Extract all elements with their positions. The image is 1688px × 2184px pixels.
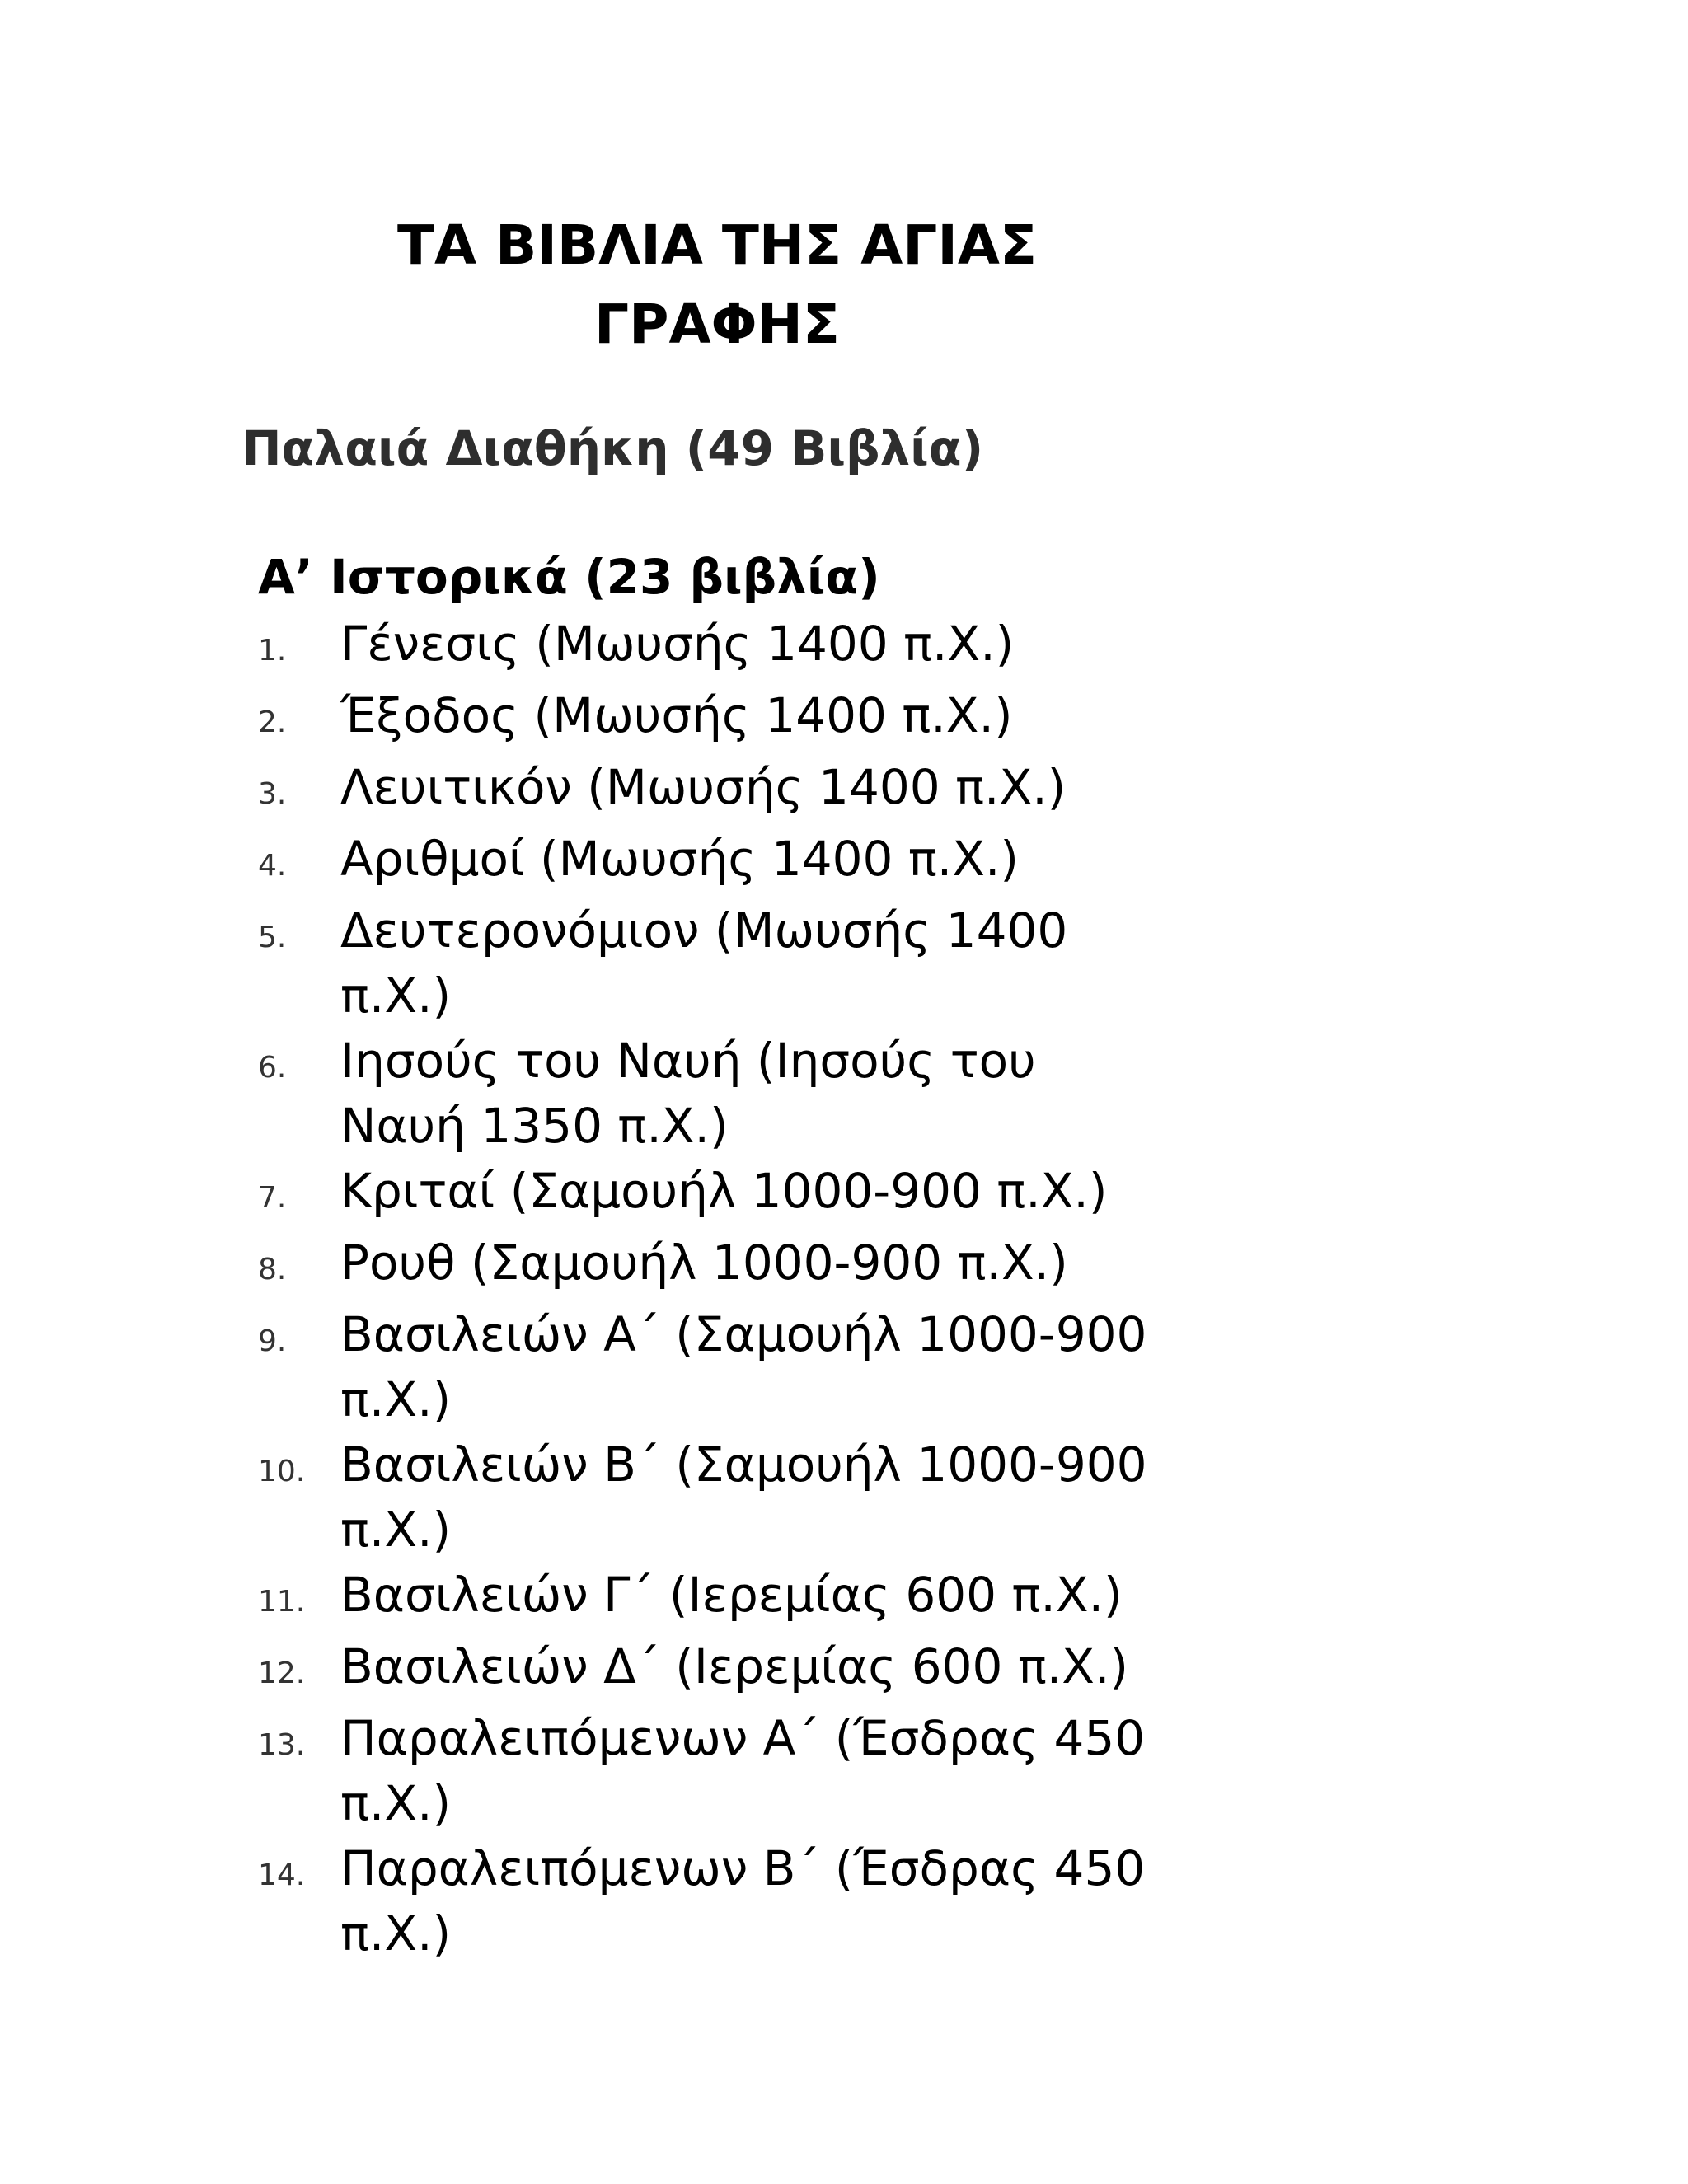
item-text: Αριθμοί (Μωυσής 1400 π.Χ.)	[340, 831, 1020, 887]
item-text: Παραλειπόμενων Α΄ (Έσδρας 450 π.Χ.)	[340, 1710, 1146, 1831]
list-item	[258, 827, 1231, 898]
item-text: Βασιλειών Α΄ (Σαμουήλ 1000-900 π.Χ.)	[340, 1306, 1147, 1427]
item-text: Δευτερονόμιον (Μωυσής 1400 π.Χ.)	[340, 902, 1068, 1024]
page-title	[305, 206, 1129, 364]
item-number: 11.	[258, 1585, 306, 1619]
section-heading: Α’ Ιστορικά (23 βιβλία)	[258, 549, 880, 605]
list-item	[258, 1432, 1231, 1563]
item-text: Βασιλειών Β΄ (Σαμουήλ 1000-900 π.Χ.)	[340, 1436, 1147, 1558]
item-number: 12.	[258, 1657, 306, 1690]
item-number: 3.	[258, 777, 287, 811]
item-number: 8.	[258, 1253, 287, 1286]
title-line-1: ΤΑ ΒΙΒΛΙΑ ΤΗΣ ΑΓΙΑΣ	[396, 213, 1038, 277]
item-text: Ιησούς του Ναυή (Ιησούς του Ναυή 1350 π.Χ.)	[340, 1033, 1036, 1154]
item-number: 7.	[258, 1181, 287, 1215]
testament-heading: Παλαιά Διαθήκη (49 Βιβλία)	[241, 420, 984, 476]
item-number: 10.	[258, 1455, 306, 1488]
list-item	[258, 1634, 1231, 1706]
item-number: 4.	[258, 849, 287, 883]
list-item	[258, 1159, 1231, 1230]
list-item	[258, 1029, 1231, 1159]
item-text: Λευιτικόν (Μωυσής 1400 π.Χ.)	[340, 759, 1067, 815]
item-text: Γένεσις (Μωυσής 1400 π.Χ.)	[340, 616, 1015, 672]
item-text: Βασιλειών Δ΄ (Ιερεμίας 600 π.Χ.)	[340, 1638, 1129, 1694]
item-number: 1.	[258, 634, 287, 668]
item-text: Βασιλειών Γ΄ (Ιερεμίας 600 π.Χ.)	[340, 1567, 1123, 1623]
item-text: Κριταί (Σαμουήλ 1000-900 π.Χ.)	[340, 1163, 1108, 1219]
item-text: Έξοδος (Μωυσής 1400 π.Χ.)	[340, 687, 1013, 743]
item-number: 9.	[258, 1324, 287, 1358]
list-item	[258, 755, 1231, 827]
list-item	[258, 898, 1231, 1029]
item-text: Παραλειπόμενων Β΄ (Έσδρας 450 π.Χ.)	[340, 1840, 1146, 1961]
list-item	[258, 612, 1231, 683]
item-number: 14.	[258, 1858, 306, 1892]
item-number: 2.	[258, 705, 287, 739]
list-item	[258, 1836, 1231, 1966]
item-number: 6.	[258, 1051, 287, 1085]
list-item	[258, 1706, 1231, 1836]
item-number: 5.	[258, 921, 287, 954]
list-item	[258, 1302, 1231, 1432]
item-text: Ρουθ (Σαμουήλ 1000-900 π.Χ.)	[340, 1235, 1068, 1291]
list-item	[258, 683, 1231, 755]
item-number: 13.	[258, 1728, 306, 1762]
book-list	[258, 612, 1231, 1966]
title-line-2: ΓΡΑΦΗΣ	[594, 293, 840, 356]
list-item	[258, 1563, 1231, 1634]
list-item	[258, 1230, 1231, 1302]
